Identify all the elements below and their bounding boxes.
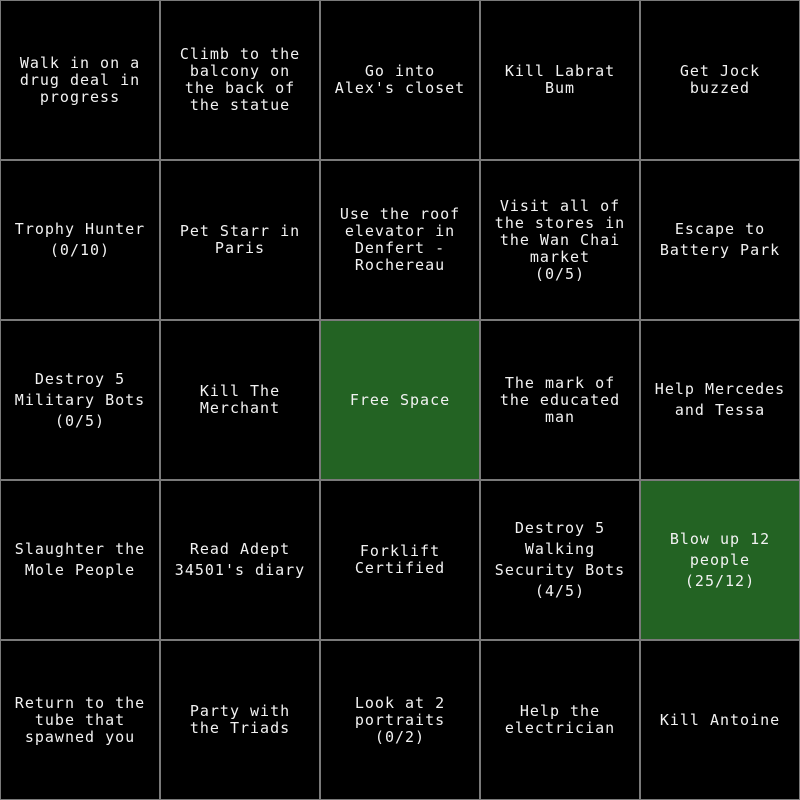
bingo-cell-label: Climb to the balcony on the back of the statue bbox=[179, 45, 301, 114]
bingo-cell-r1c3[interactable] bbox=[320, 0, 480, 160]
bingo-cell-r2c3[interactable] bbox=[320, 160, 480, 320]
bingo-cell-free-space[interactable] bbox=[320, 320, 480, 480]
bingo-cell-label: The mark of the educated man bbox=[499, 373, 621, 426]
bingo-cell-r5c4[interactable] bbox=[480, 640, 640, 800]
bingo-cell-r3c2[interactable] bbox=[160, 320, 320, 480]
bingo-cell-r4c2[interactable] bbox=[160, 480, 320, 640]
bingo-cell-r5c3[interactable] bbox=[320, 640, 480, 800]
bingo-cell-label: Look at 2 portraits (0/2) bbox=[354, 693, 446, 746]
bingo-cell-label: Walk in on a drug deal in progress bbox=[19, 53, 141, 106]
bingo-cell-label: Free Space bbox=[349, 390, 451, 409]
bingo-cell-r4c1[interactable] bbox=[0, 480, 160, 640]
bingo-cell-label: Help Mercedes and Tessa bbox=[654, 380, 786, 419]
bingo-cell-r1c1[interactable] bbox=[0, 0, 160, 160]
bingo-cell-r4c4[interactable] bbox=[480, 480, 640, 640]
bingo-cell-r4c5[interactable] bbox=[640, 480, 800, 640]
bingo-cell-r4c3[interactable] bbox=[320, 480, 480, 640]
bingo-cell-label: Party with the Triads bbox=[189, 702, 291, 737]
bingo-cell-label: Pet Starr in Paris bbox=[179, 222, 301, 257]
bingo-cell-label: Kill The Merchant bbox=[199, 382, 281, 417]
bingo-cell-label: Trophy Hunter (0/10) bbox=[14, 220, 146, 259]
bingo-cell-label: Visit all of the stores in the Wan Chai market (0/5) bbox=[494, 196, 626, 283]
bingo-cell-r1c4[interactable] bbox=[480, 0, 640, 160]
bingo-cell-label: Slaughter the Mole People bbox=[14, 540, 146, 579]
bingo-cell-label: Forklift Certified bbox=[354, 542, 446, 577]
bingo-cell-label: Read Adept 34501's diary bbox=[174, 540, 306, 579]
bingo-cell-label: Use the roof elevator in Denfert - Rochereau bbox=[339, 205, 461, 274]
bingo-cell-label: Return to the tube that spawned you bbox=[14, 693, 146, 746]
bingo-cell-label: Help the electrician bbox=[504, 702, 616, 737]
bingo-cell-r1c2[interactable] bbox=[160, 0, 320, 160]
bingo-cell-label: Destroy 5 Military Bots (0/5) bbox=[14, 369, 146, 430]
bingo-cell-label: Kill Antoine bbox=[659, 710, 781, 729]
bingo-cell-r3c5[interactable] bbox=[640, 320, 800, 480]
bingo-cell-label: Blow up 12 people (25/12) bbox=[669, 529, 771, 590]
bingo-cell-r2c2[interactable] bbox=[160, 160, 320, 320]
bingo-cell-r1c5[interactable] bbox=[640, 0, 800, 160]
bingo-cell-label: Get Jock buzzed bbox=[679, 62, 761, 97]
bingo-cell-r3c1[interactable] bbox=[0, 320, 160, 480]
bingo-cell-r5c1[interactable] bbox=[0, 640, 160, 800]
bingo-cell-label: Go into Alex's closet bbox=[334, 62, 466, 97]
bingo-cell-r2c5[interactable] bbox=[640, 160, 800, 320]
bingo-cell-label: Kill Labrat Bum bbox=[504, 62, 616, 97]
bingo-cell-r2c1[interactable] bbox=[0, 160, 160, 320]
bingo-cell-r2c4[interactable] bbox=[480, 160, 640, 320]
bingo-cell-r5c5[interactable] bbox=[640, 640, 800, 800]
bingo-cell-label: Escape to Battery Park bbox=[659, 220, 781, 259]
bingo-cell-r5c2[interactable] bbox=[160, 640, 320, 800]
bingo-cell-label: Destroy 5 Walking Security Bots (4/5) bbox=[494, 519, 626, 600]
bingo-cell-r3c4[interactable] bbox=[480, 320, 640, 480]
